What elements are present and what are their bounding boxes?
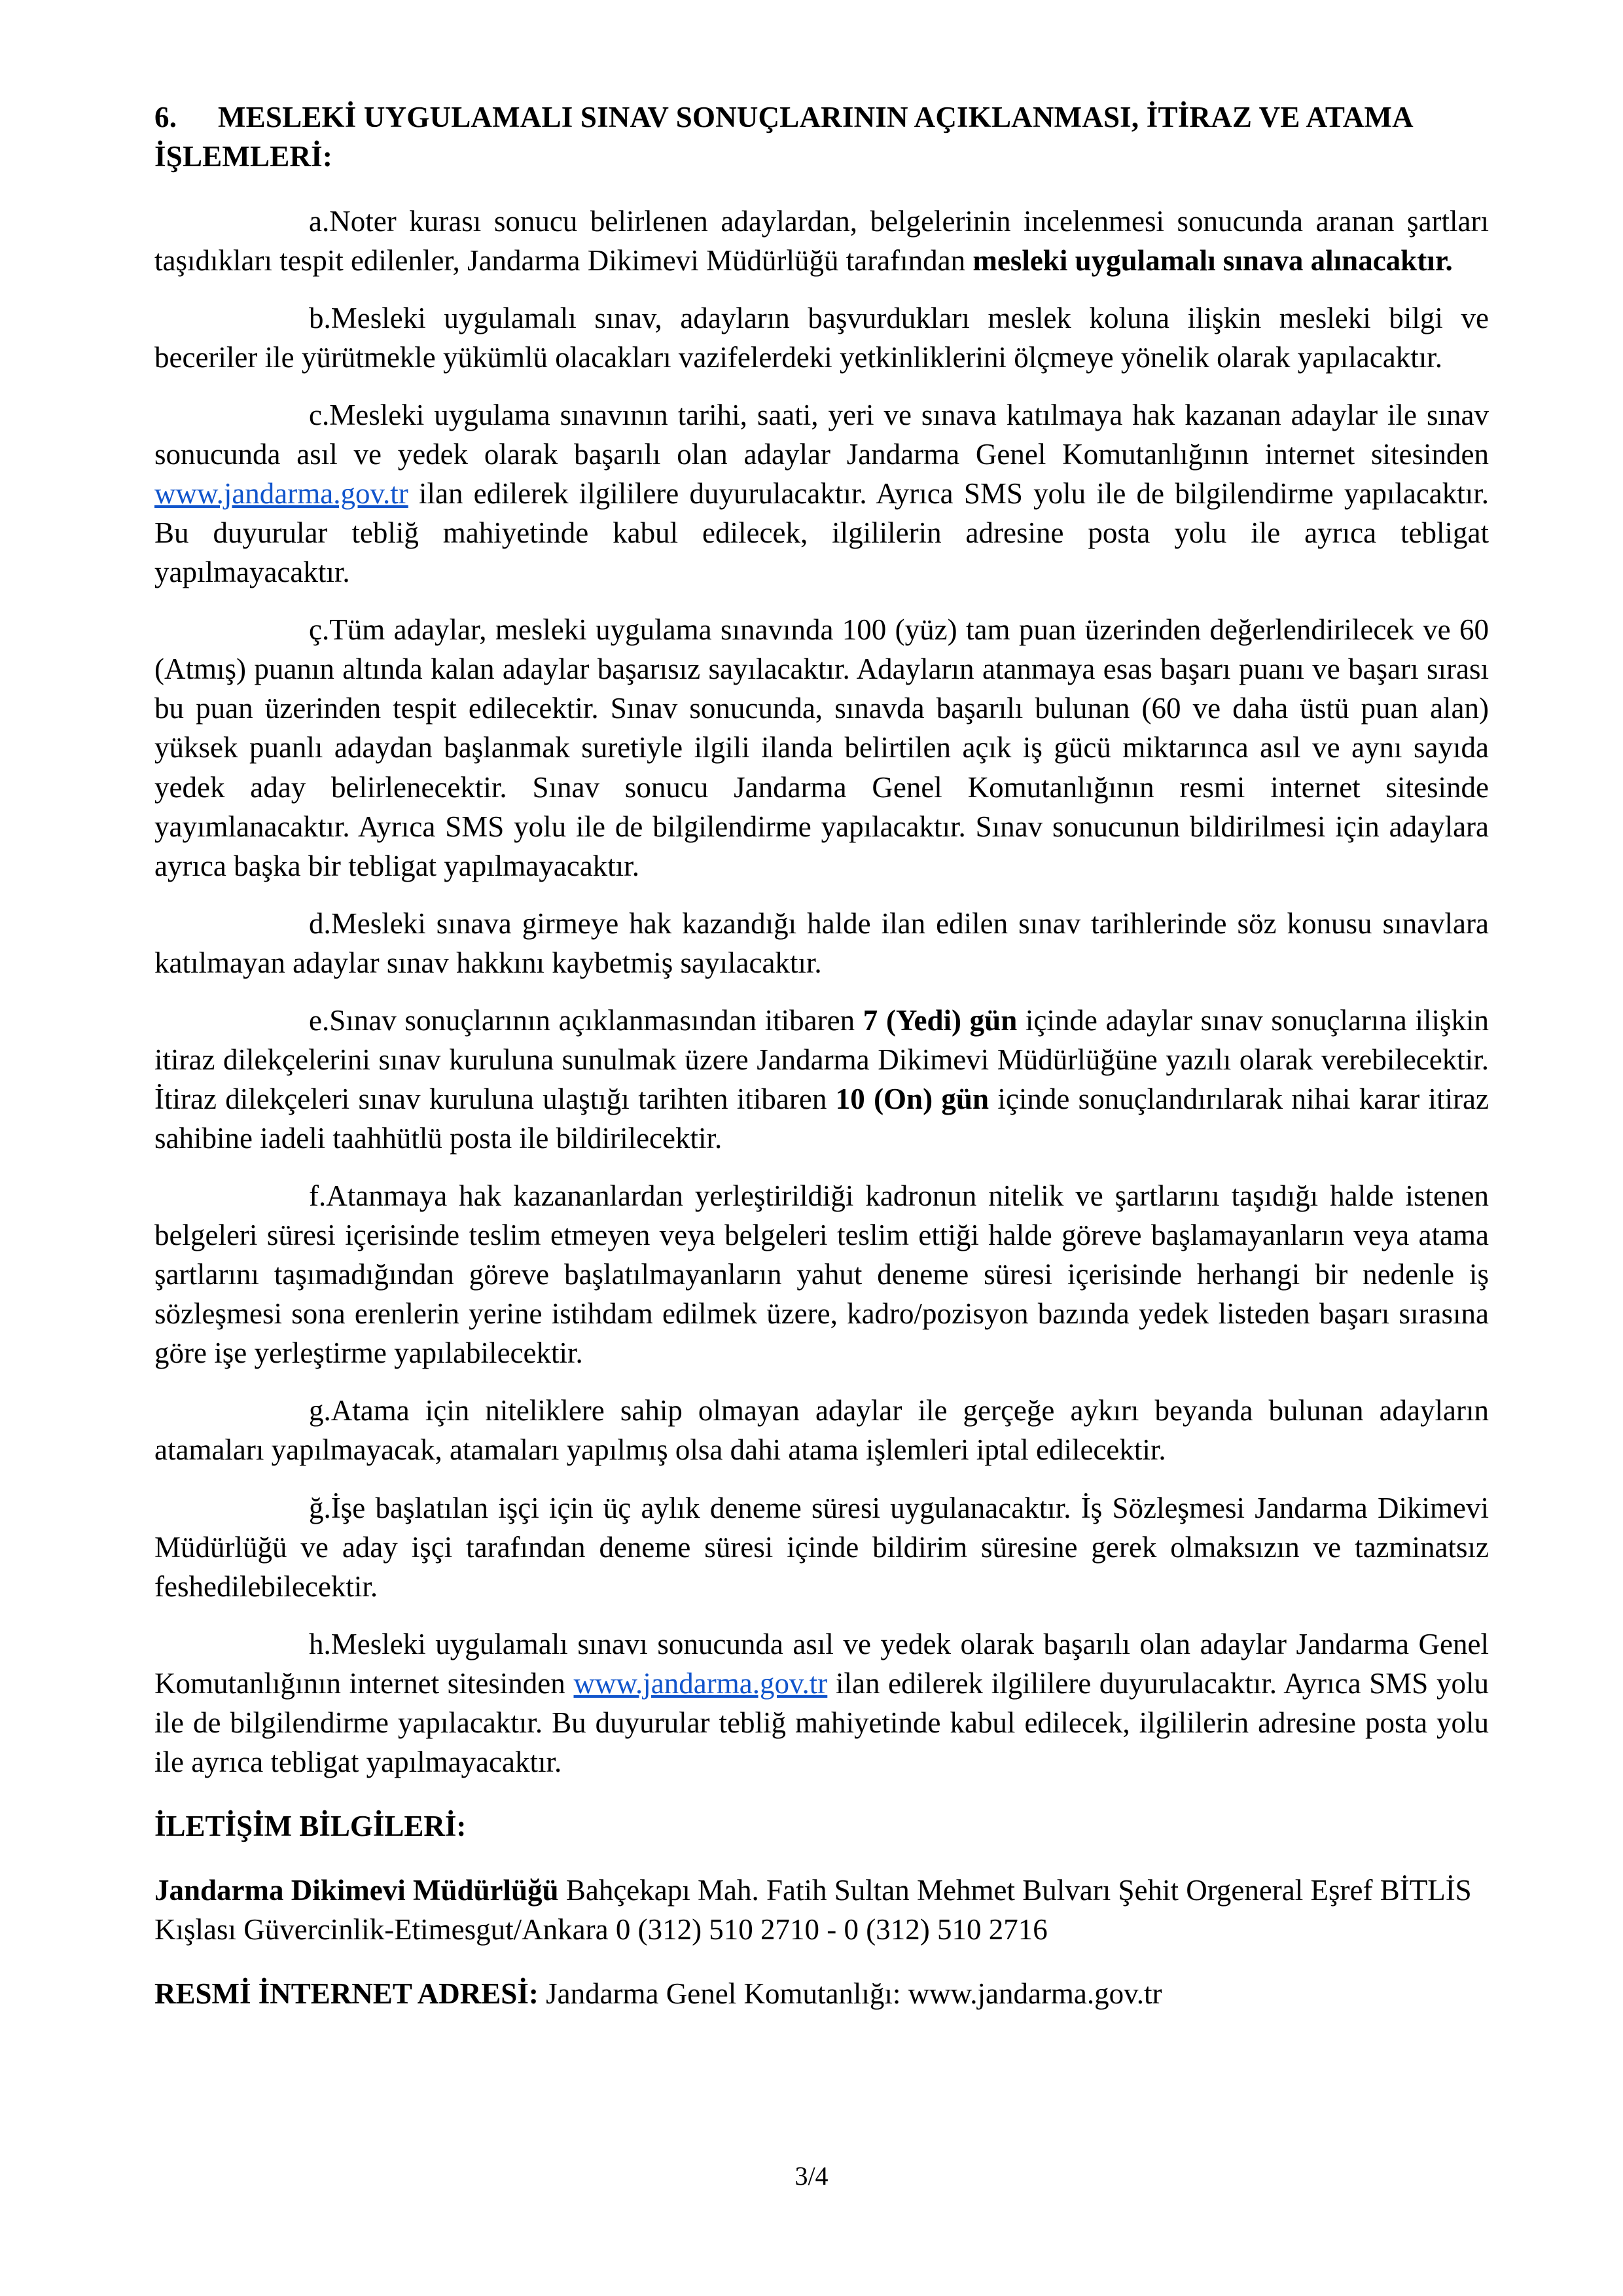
paragraph-g-breve [154, 1488, 1489, 1606]
paragraph-h-text-after: ilan edilerek ilgililere duyurulacaktır. Ayrıca SMS yolu ile de bilgilendirme yapılacaktır. Bu duyurular tebliğ mahiyetinde kabul edilecek, ilgililerin adresine posta yolu ile ayrıca tebligat yapılmayacaktır. [154, 1666, 1489, 1778]
paragraph-a-bold: mesleki uygulamalı sınava alınacaktır. [972, 243, 1453, 277]
paragraph-f-text: Atanmaya hak kazananlardan yerleştirildiği kadronun nitelik ve şartlarını taşıdığı halde istenen belgeleri süresi içerisinde teslim etmeyen veya belgeleri teslim ettiği halde göreve başlamayanların veya atama şartlarını taşımadığından göreve başlatılmayanların yahut deneme süresi içerisinde herhangi bir nedenle iş sözleşmesi sona erenlerin yerine istihdam edilmek üzere, kadro/pozisyon bazında yedek listeden başarı sırasına göre işe yerleştirme yapılabilecektir. [154, 1179, 1489, 1370]
paragraph-c-cedilla-text: Tüm adaylar, mesleki uygulama sınavında 100 (yüz) tam puan üzerinden değerlendirilecek ve 60 (Atmış) puanın altında kalan adaylar başarısız sayılacaktır. Adayların atanmaya esas başarı puanı ve başarı sırası bu puan üzerinden tespit edilecektir. Sınav sonucunda, sınavda başarılı bulunan (60 ve daha üstü puan alan) yüksek puanlı adaydan başlanmak suretiyle ilgili ilanda belirtilen açık iş gücü miktarınca asıl ve aynı sayıda yedek aday belirlenecektir. Sınav sonucu Jandarma Genel Komutanlığının resmi internet sitesinde yayımlanacaktır. Ayrıca SMS yolu ile de bilgilendirme yapılacaktır. Sınav sonucunun bildirilmesi için adaylara ayrıca başka bir tebligat yapılmayacaktır. [154, 613, 1489, 882]
paragraph-c-text-after: ilan edilerek ilgililere duyurulacaktır. Ayrıca SMS yolu ile de bilgilendirme yapılacaktır. Bu duyurular tebliğ mahiyetinde kabul edilecek, ilgililerin adresine posta yolu ile ayrıca tebligat yapılmayacaktır. [154, 477, 1489, 589]
paragraph-label-a: a. [309, 204, 330, 238]
paragraph-label-e: e. [309, 1003, 330, 1037]
spacer [154, 886, 1489, 904]
paragraph-d-text: Mesleki sınava girmeye hak kazandığı halde ilan edilen sınav tarihlerinde söz konusu sınavlara katılmayan adaylar sınav hakkını kaybetmiş sayılacaktır. [154, 906, 1489, 979]
document-body [154, 98, 1489, 2013]
paragraph-c-text-before: Mesleki uygulama sınavının tarihi, saati, yeri ve sınava katılmaya hak kazanan adaylar ile sınav sonucunda asıl ve yedek olarak başarılı olan adaylar Jandarma Genel Komutanlığının internet sitesinden [154, 398, 1489, 471]
paragraph-label-c: c. [309, 398, 330, 431]
contact-office-name: Jandarma Dikimevi Müdürlüğü [154, 1874, 559, 1907]
paragraph-h-text-before: Mesleki uygulamalı sınavı sonucunda asıl ve yedek olarak başarılı olan adaylar Jandarma Genel Komutanlığının internet sitesinden [154, 1627, 1489, 1700]
spacer [154, 1606, 1489, 1624]
page-number: 3/4 [794, 2161, 829, 2191]
spacer [154, 982, 1489, 1001]
paragraph-e-bold-ten-days: 10 (On) gün [835, 1082, 989, 1115]
paragraph-e-bold-seven-days: 7 (Yedi) gün [863, 1003, 1018, 1037]
spacer [154, 1372, 1489, 1391]
paragraph-label-h: h. [309, 1627, 331, 1660]
paragraph-e-text-mid: içinde adaylar sınav sonuçlarına ilişkin itiraz dilekçelerini sınav kuruluna sunulmak üzere Jandarma Dikimevi Müdürlüğüne yazılı olarak verebilecektir. İtiraz dilekçeleri sınav kuruluna ulaştığı tarihten itibaren [154, 1003, 1489, 1115]
page-footer [0, 2163, 1623, 2189]
contact-info-heading: İLETİŞİM BİLGİLERİ: [154, 1809, 467, 1842]
paragraph-a-text: Noter kurası sonucu belirlenen adaylardan, belgelerinin incelenmesi sonucunda aranan şartları taşıdıkları tespit edilenler, Jandarma Dikimevi Müdürlüğü tarafından [154, 204, 1489, 277]
official-website-line [154, 1974, 1489, 2013]
spacer [154, 1949, 1489, 1974]
section-title-text: MESLEKİ UYGULAMALI SINAV SONUÇLARININ AÇIKLANMASI, İTİRAZ VE ATAMA İŞLEMLERİ: [154, 101, 1412, 173]
page-title [154, 98, 1489, 177]
paragraph-c-cedilla [154, 610, 1489, 885]
paragraph-label-d: d. [309, 906, 331, 940]
spacer [154, 1846, 1489, 1871]
spacer [154, 1158, 1489, 1176]
paragraph-b-text: Mesleki uygulamalı sınav, adayların başvurdukları meslek koluna ilişkin mesleki bilgi ve beceriler ile yürütmekle yükümlü olacakları vazifelerdeki yetkinliklerini ölçmeye yönelik olarak yapılacaktır. [154, 301, 1489, 374]
section-number: 6. [154, 101, 177, 134]
spacer [154, 1470, 1489, 1488]
spacer [154, 592, 1489, 610]
paragraph-b [154, 298, 1489, 377]
paragraph-f [154, 1176, 1489, 1372]
paragraph-g-breve-text: İşe başlatılan işçi için üç aylık deneme süresi uygulanacaktır. İş Sözleşmesi Jandarma Dikimevi Müdürlüğü ve aday işçi tarafından deneme süresi içinde bildirim süresine gerek olmaksızın ve tazminatsız feshedilebilecektir. [154, 1491, 1489, 1603]
paragraph-e [154, 1001, 1489, 1158]
official-website-value: Jandarma Genel Komutanlığı: www.jandarma.gov.tr [538, 1977, 1162, 2011]
contact-address-text: Bahçekapı Mah. Fatih Sultan Mehmet Bulvarı Şehit Orgeneral Eşref BİTLİS Kışlası Güvercinlik-Etimesgut/Ankara 0 (312) 510 2710 - 0 (312) 510 2716 [154, 1874, 1472, 1946]
paragraph-a [154, 202, 1489, 280]
paragraph-g-text: Atama için niteliklere sahip olmayan adaylar ile gerçeğe aykırı beyanda bulunan adayların atamaları yapılmayacak, atamaları yapılmış olsa dahi atama işlemleri iptal edilecektir. [154, 1394, 1489, 1467]
jandarma-website-link[interactable]: www.jandarma.gov.tr [154, 477, 408, 511]
paragraph-label-f: f. [309, 1179, 327, 1213]
paragraph-label-c-cedilla: ç. [309, 613, 330, 647]
paragraph-e-text-before: Sınav sonuçlarının açıklanmasından itibaren [329, 1003, 863, 1037]
spacer [154, 1782, 1489, 1806]
paragraph-label-g: g. [309, 1394, 331, 1427]
spacer [154, 280, 1489, 298]
jandarma-website-link-2[interactable]: www.jandarma.gov.tr [573, 1666, 828, 1700]
paragraph-label-b: b. [309, 301, 331, 334]
paragraph-c [154, 395, 1489, 592]
contact-office-address [154, 1871, 1489, 1949]
spacer [154, 177, 1489, 202]
spacer [154, 377, 1489, 395]
paragraph-d [154, 904, 1489, 982]
paragraph-e-text-after: içinde sonuçlandırılarak nihai karar itiraz sahibine iadeli taahhütlü posta ile bildirilecektir. [154, 1082, 1489, 1155]
official-website-label: RESMİ İNTERNET ADRESİ: [154, 1977, 539, 2011]
paragraph-h [154, 1624, 1489, 1782]
paragraph-label-g-breve: ğ. [309, 1491, 331, 1524]
paragraph-g [154, 1391, 1489, 1469]
